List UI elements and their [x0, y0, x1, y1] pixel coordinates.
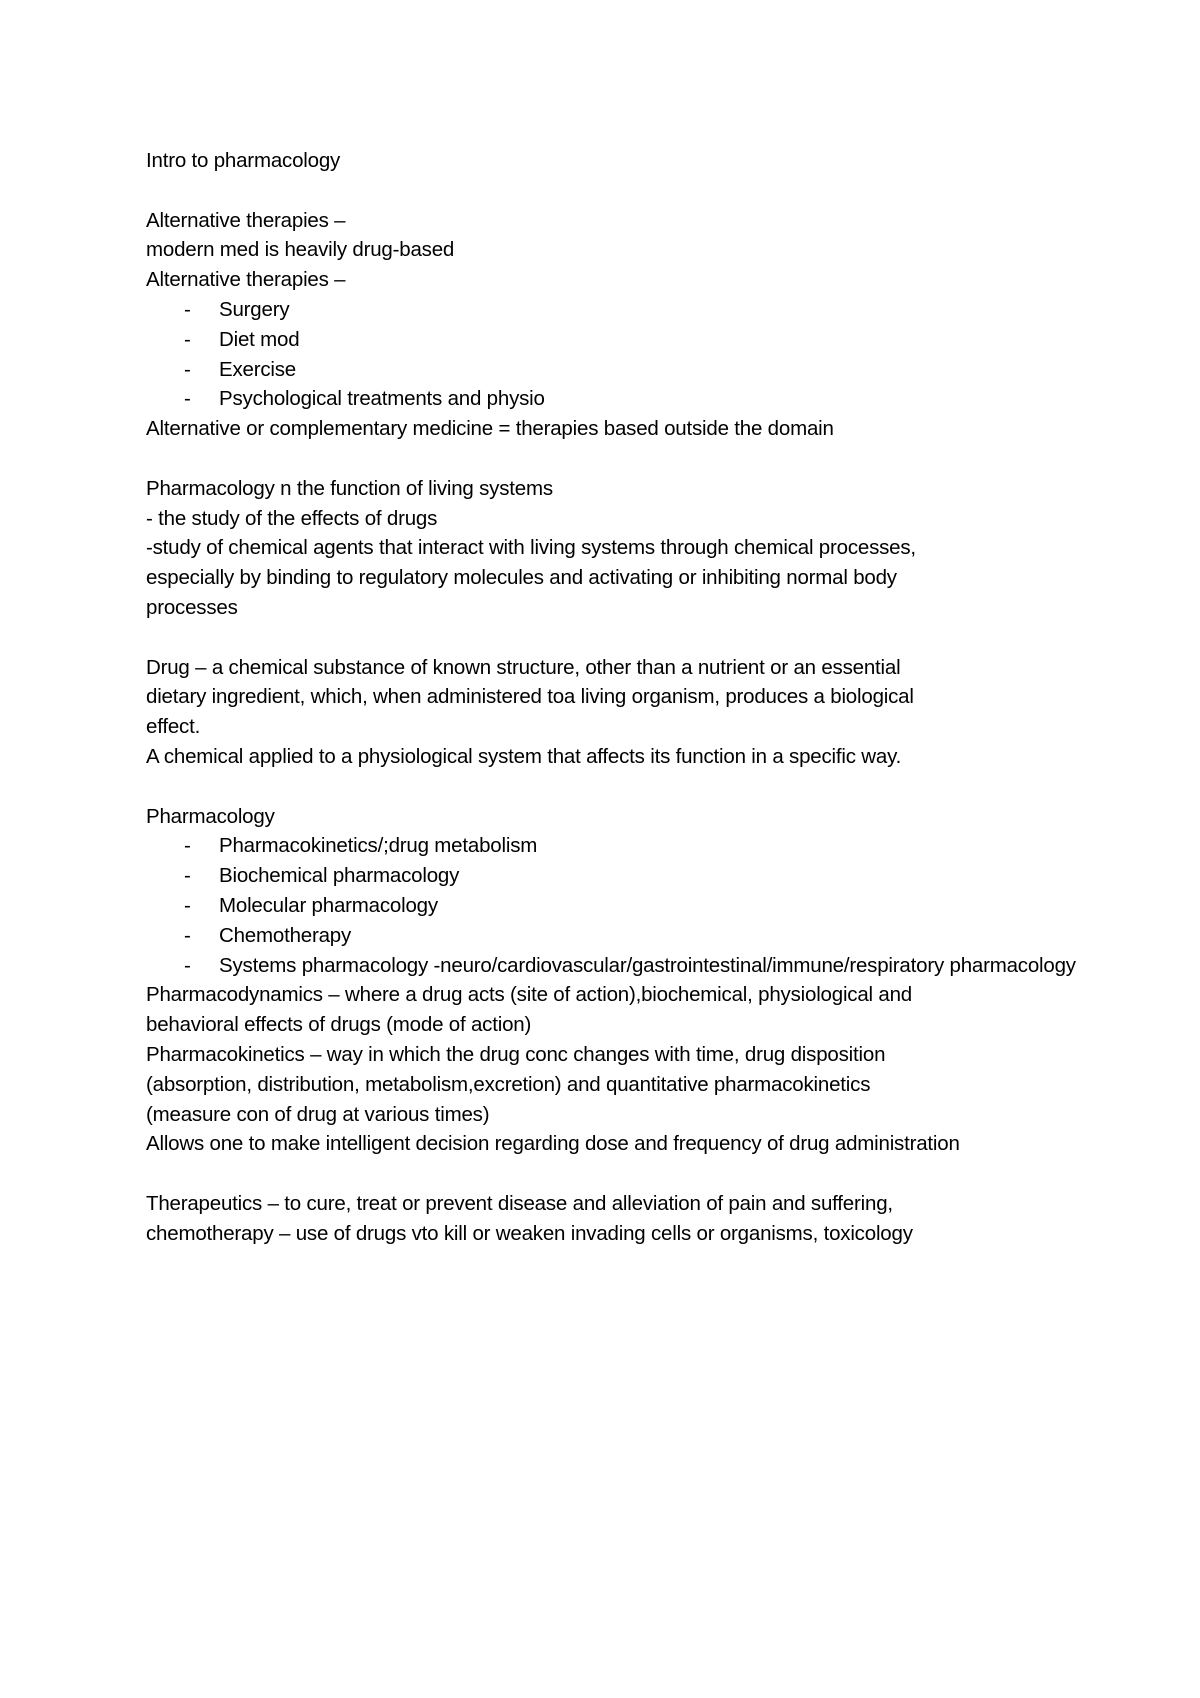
- alt-heading-2: Alternative therapies –: [146, 268, 346, 292]
- drug-line-4: A chemical applied to a physiological system that affects its function in a specific way.: [146, 744, 902, 768]
- pharmacodynamics-line-2: behavioral effects of drugs (mode of action): [146, 1013, 532, 1037]
- pharmacokinetics-line-4: Allows one to make intelligent decision regarding dose and frequency of drug administration: [146, 1132, 960, 1156]
- list-item: [146, 355, 1076, 385]
- list-item-text: Biochemical pharmacology: [219, 864, 460, 888]
- alt-therapies-list: [146, 295, 1076, 414]
- drug-line-3: effect.: [146, 715, 201, 739]
- spacer: [146, 176, 1076, 206]
- branches-heading: Pharmacology: [146, 804, 275, 828]
- bullet-dash: -: [184, 297, 191, 321]
- list-item-text: Systems pharmacology -neuro/cardiovascular/gastrointestinal/immune/respiratory pharmacology: [219, 953, 1076, 977]
- list-item: [146, 295, 1076, 325]
- bullet-dash: -: [184, 327, 191, 351]
- spacer: [146, 1159, 1076, 1189]
- alt-heading-1: Alternative therapies –: [146, 208, 346, 232]
- list-item-text: Exercise: [219, 357, 297, 381]
- document-body: [146, 146, 1076, 1248]
- pharmacodynamics-line-1: Pharmacodynamics – where a drug acts (site of action),biochemical, physiological and: [146, 983, 913, 1007]
- pharmacokinetics-line-3: (measure con of drug at various times): [146, 1102, 490, 1126]
- list-item: [146, 861, 1076, 891]
- list-item-text: Molecular pharmacology: [219, 893, 438, 917]
- list-item: [146, 951, 1076, 981]
- pharmacokinetics-line-1: Pharmacokinetics – way in which the drug conc changes with time, drug disposition: [146, 1042, 886, 1066]
- spacer: [146, 772, 1076, 802]
- list-item: [146, 831, 1076, 861]
- list-item: [146, 921, 1076, 951]
- drug-line-2: dietary ingredient, which, when administered toa living organism, produces a biological: [146, 685, 914, 709]
- bullet-dash: -: [184, 893, 191, 917]
- bullet-dash: -: [184, 387, 191, 411]
- list-item-text: Pharmacokinetics/;drug metabolism: [219, 834, 538, 858]
- alt-line-1: modern med is heavily drug-based: [146, 238, 455, 262]
- pharm-def-line-4: especially by binding to regulatory molecules and activating or inhibiting normal body: [146, 566, 897, 590]
- list-item: [146, 384, 1076, 414]
- pharm-def-line-5: processes: [146, 595, 238, 619]
- document-title: Intro to pharmacology: [146, 149, 341, 172]
- list-item-text: Diet mod: [219, 327, 300, 351]
- bullet-dash: -: [184, 357, 191, 381]
- list-item-text: Chemotherapy: [219, 923, 352, 947]
- spacer: [146, 623, 1076, 653]
- list-item: [146, 891, 1076, 921]
- alt-definition: Alternative or complementary medicine = therapies based outside the domain: [146, 417, 834, 441]
- pharm-def-line-2: - the study of the effects of drugs: [146, 506, 438, 530]
- bullet-dash: -: [184, 923, 191, 947]
- list-item-text: Surgery: [219, 297, 290, 321]
- pharmacokinetics-line-2: (absorption, distribution, metabolism,excretion) and quantitative pharmacokinetics: [146, 1072, 871, 1096]
- bullet-dash: -: [184, 834, 191, 858]
- spacer: [146, 444, 1076, 474]
- bullet-dash: -: [184, 953, 191, 977]
- list-item: [146, 325, 1076, 355]
- pharm-def-line-3: -study of chemical agents that interact with living systems through chemical processes,: [146, 536, 916, 560]
- therapeutics-line-2: chemotherapy – use of drugs vto kill or weaken invading cells or organisms, toxicology: [146, 1221, 913, 1245]
- bullet-dash: -: [184, 864, 191, 888]
- drug-line-1: Drug – a chemical substance of known structure, other than a nutrient or an essential: [146, 655, 901, 679]
- therapeutics-line-1: Therapeutics – to cure, treat or prevent disease and alleviation of pain and suffering,: [146, 1191, 893, 1215]
- pharmacology-branches-list: [146, 831, 1076, 980]
- list-item-text: Psychological treatments and physio: [219, 387, 545, 411]
- pharm-def-line-1: Pharmacology n the function of living systems: [146, 476, 553, 500]
